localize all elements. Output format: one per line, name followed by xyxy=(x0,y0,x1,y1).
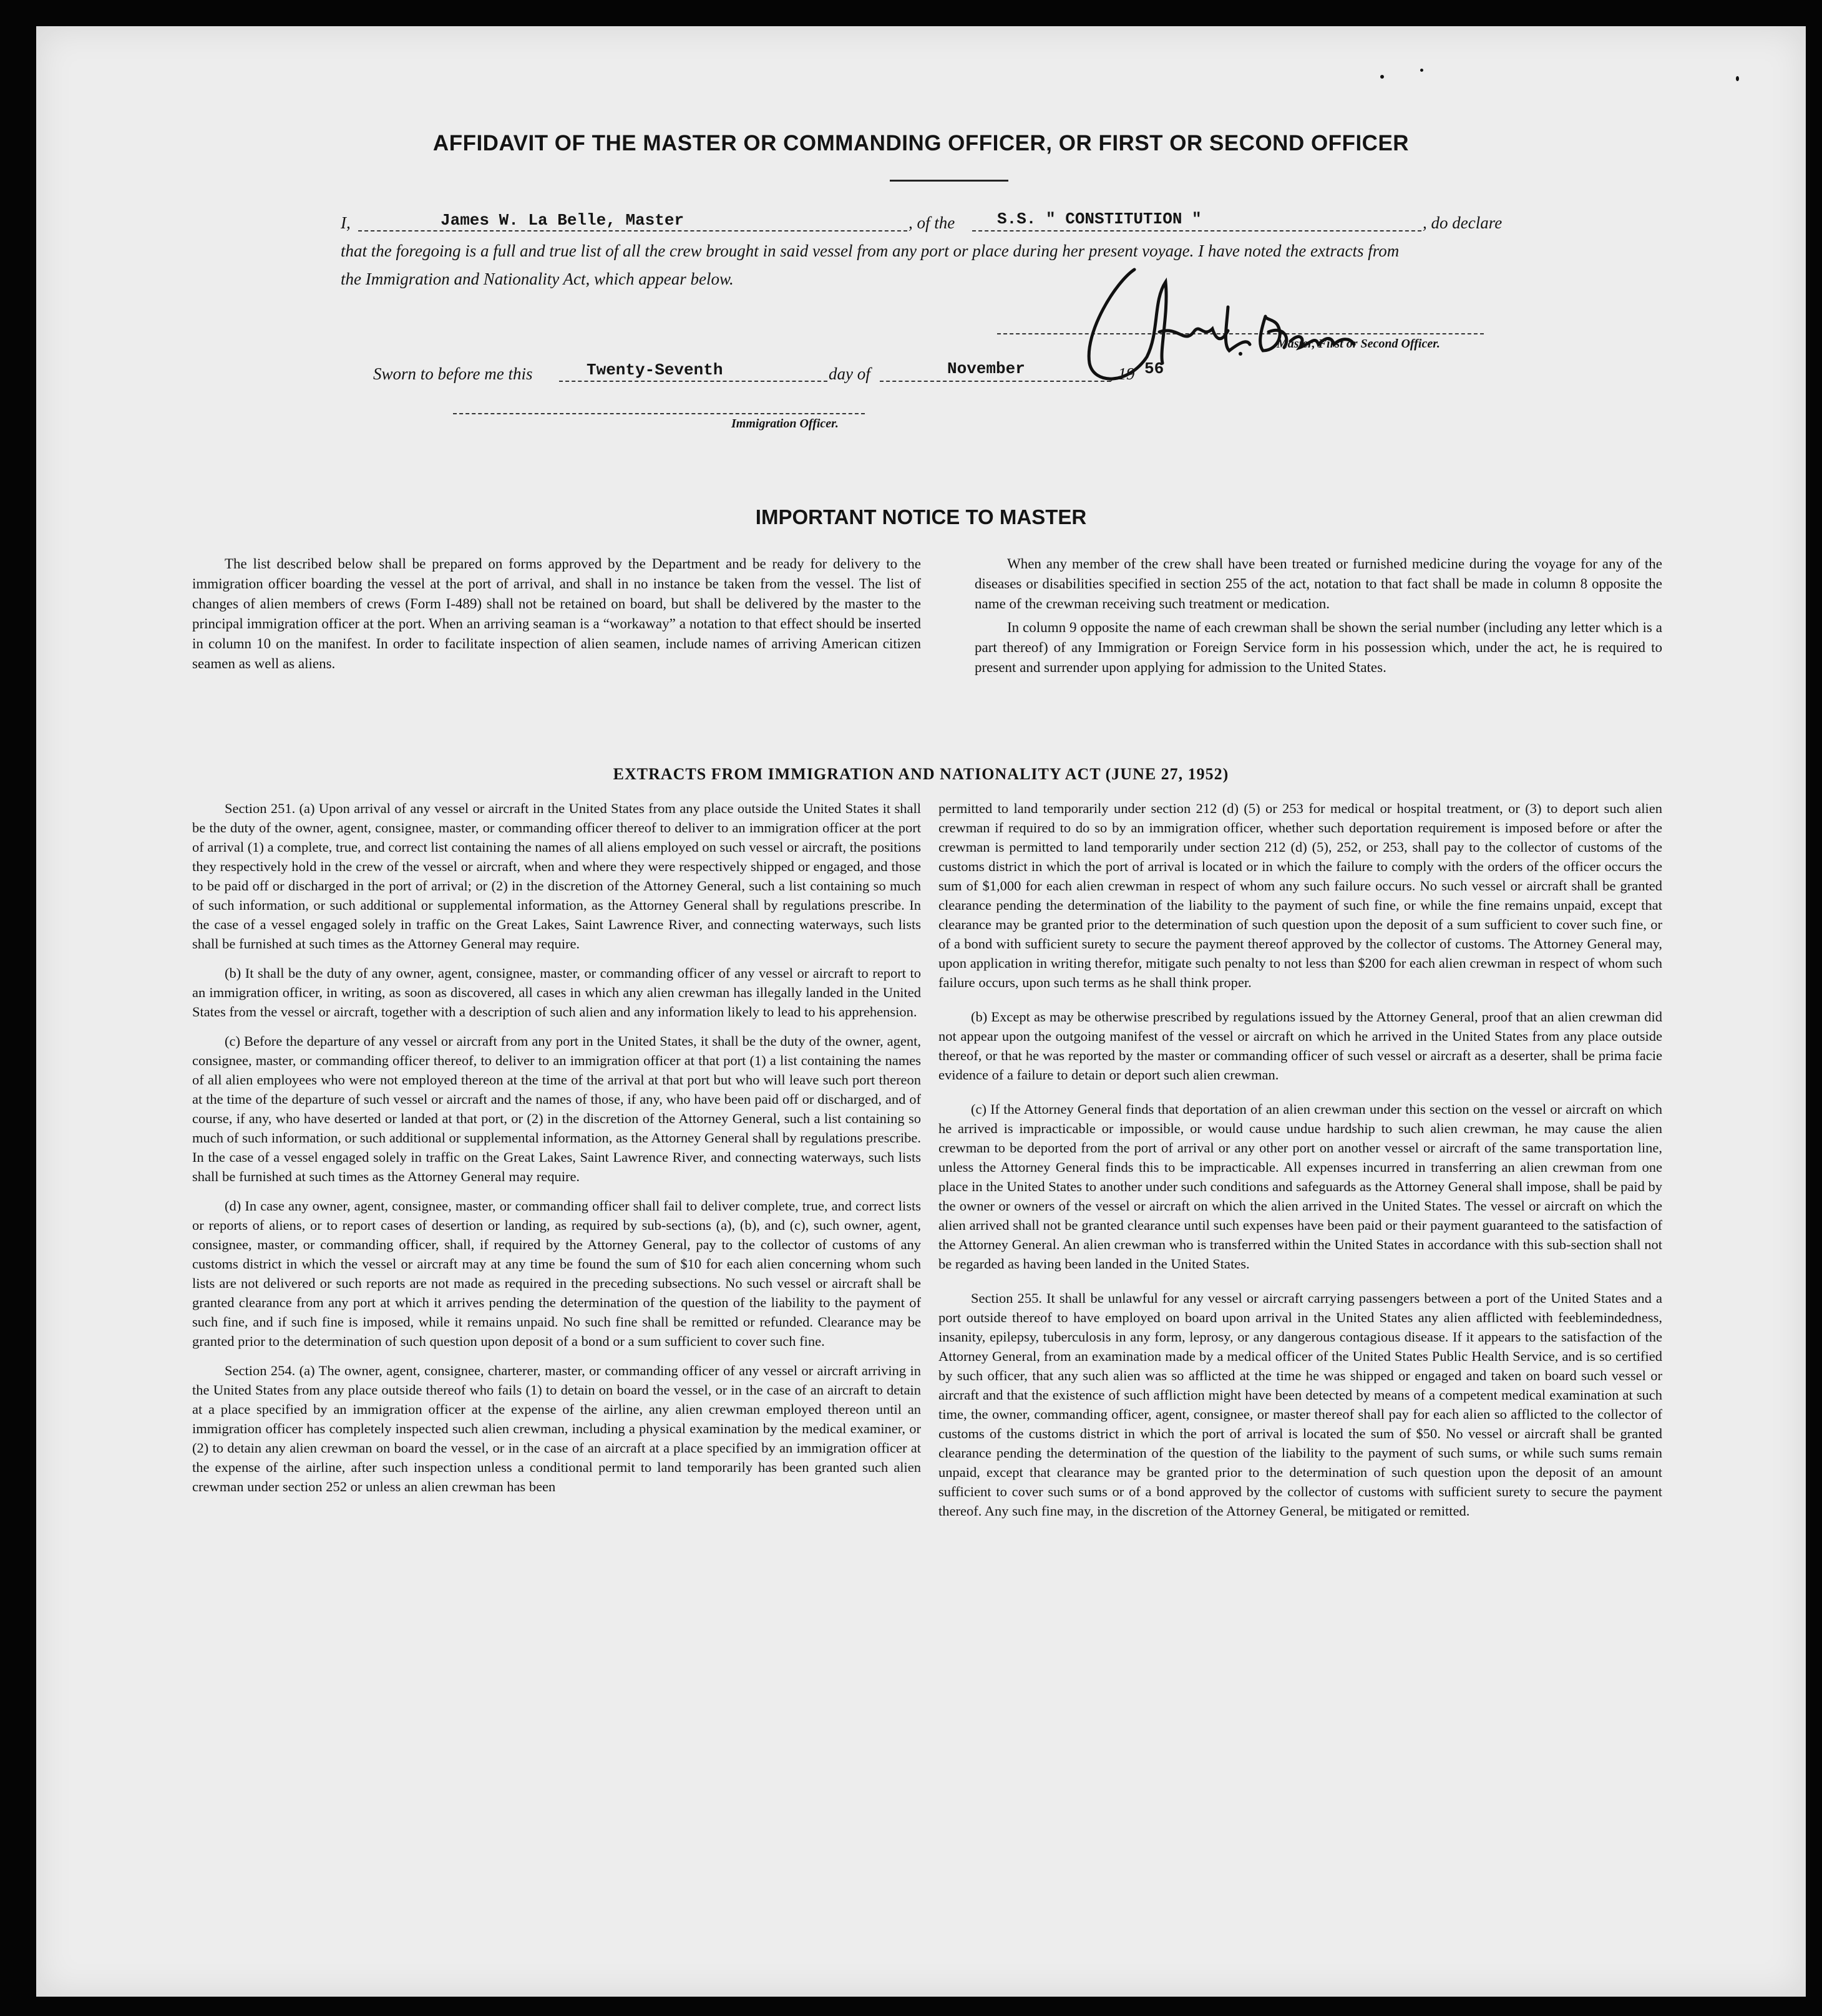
notice-right-paragraph-1: When any member of the crew shall have been treated or furnished medicine during the voyage for any of the diseases or disabilities specified in section 255 of the act, notation to that fact shall be made in column 8 opposite the name of the crewman receiving such treatment or medication. xyxy=(975,556,1662,611)
extracts-left-column xyxy=(192,799,921,1506)
officer-line xyxy=(453,413,865,414)
extracts-title: EXTRACTS FROM IMMIGRATION AND NATIONALITY ACT (JUNE 27, 1952) xyxy=(613,765,1229,783)
document-sheet xyxy=(36,26,1806,1997)
section-254-a: Section 254. (a) The owner, agent, consignee, charterer, master, or commanding officer of any vessel or aircraft arriving in the United States from any place outside thereof who fails (1) to detain on board the vessel, or in the case of an aircraft to detain at a place specified by an immigration officer at the expense of the airline, any alien crewman employed thereon until an immigration officer has completely inspected such alien crewman, including a physical examination by the medical examiner, or (2) to detain any alien crewman on board the vessel, or in the case of an aircraft at a place specified by an immigration officer at the expense of the airline, after such inspection unless a conditional permit to land temporarily has been granted such alien crewman under section 252 or unless an alien crewman has been xyxy=(192,1363,921,1494)
scan-speck xyxy=(1736,76,1739,81)
section-251-a: Section 251. (a) Upon arrival of any vessel or aircraft in the United States from any place outside the United States it shall be the duty of the owner, agent, consignee, master, or commanding officer thereof to deliver to an immigration officer at the port of arrival (1) a complete, true, and correct list containing the names of all aliens employed on such vessel or aircraft, the positions they respectively hold in the crew of the vessel or aircraft, when and where they were respectively shipped or engaged, and those to be paid off or discharged in the port of arrival; or (2) in the discretion of the Attorney General, such a list containing so much of such information, or such additional or supplemental information, as the Attorney General shall by regulations prescribe. In the case of a vessel engaged solely in traffic on the Great Lakes, Saint Lawrence River, and connecting waterways, such lists shall be furnished at such times as the Attorney General may require. xyxy=(192,801,921,952)
vessel-name-value: S.S. " CONSTITUTION " xyxy=(997,210,1202,228)
notice-left-paragraph: The list described below shall be prepared on forms approved by the Department and be ready for delivery to the immigration officer boarding the vessel at the port of arrival, and shall in no instance be taken from the vessel. The list of changes of alien members of crews (Form I-489) shall not be retained on board, but shall be delivered by the master to the principal immigration officer at the port. When an arriving seaman is a “workaway” a notation to that effect should be inserted in column 10 on the manifest. In order to facilitate inspection of alien seamen, include names of arriving American citizen seamen as well as aliens. xyxy=(192,556,921,671)
month-line xyxy=(880,381,1111,382)
section-251-b: (b) It shall be the duty of any owner, agent, consignee, master, or commanding officer of any vessel or aircraft to report to an immigration officer, in writing, as soon as discovered, all cases in which any alien crewman has illegally landed in the United States from the vessel or aircraft, together with a description of such alien and any information likely to lead to his apprehension. xyxy=(192,965,921,1020)
master-name-line xyxy=(358,230,907,231)
scan-speck xyxy=(1380,75,1384,79)
sworn-text: Sworn to before me this xyxy=(373,364,533,383)
declaration-line-1: that the foregoing is a full and true list of all the crew brought in said vessel from any port or place during her present voyage. I have noted the extracts from xyxy=(341,241,1400,260)
title-rule xyxy=(890,180,1008,182)
notice-title: IMPORTANT NOTICE TO MASTER xyxy=(755,505,1087,528)
day-of-text: day of xyxy=(829,364,870,383)
of-the-text: , of the xyxy=(909,213,955,232)
section-254-b: (b) Except as may be otherwise prescribed by regulations issued by the Attorney General, proof that an alien crewman did not appear upon the outgoing manifest of the vessel or aircraft on which he arrived in the United States from any place outside thereof, or that he was reported by the master or commanding officer of such vessel or aircraft as a deserter, shall be prima facie evidence of a failure to detain or deport such alien crewman. xyxy=(938,1009,1662,1083)
section-251-d: (d) In case any owner, agent, consignee, master, or commanding officer shall fail to deliver complete, true, and correct lists or reports of aliens, or to report cases of desertion or landing, as required by sub-sections (a), (b), and (c), such owner, agent, consignee, master, or commanding officer, shall, if required by the Attorney General, pay to the collector of customs of any customs district in which the vessel or aircraft may at any time be found the sum of $10 for each alien concerning whom such lists are not delivered or such reports are not made as required in the preceding subsections. No such vessel or aircraft shall be granted clearance from any port at which it arrives pending the determination of the question of the liability to the payment of such fine, and if such fine is imposed, while it remains unpaid. No such fine shall be remitted or refunded. Clearance may be granted prior to the determination of such question upon deposit of a bond or a sum sufficient to cover such fine. xyxy=(192,1198,921,1349)
notice-right-column xyxy=(975,554,1662,681)
do-declare-text: , do declare xyxy=(1423,213,1503,232)
section-254-a-continued: permitted to land temporarily under section 212 (d) (5) or 253 for medical or hospital treatment, or (3) to deport such alien crewman if required to do so by an immigration officer, whether such deportation requirement is imposed before or after the crewman is permitted to land temporarily under section 212 (d) (5), 252, or 253, shall pay to the collector of customs of the customs district in which the port of arrival is located or in which the failure to comply with the orders of the officer occurs the sum of $1,000 for each alien crewman in respect of whom any such failure occurs. No such vessel or aircraft shall be granted clearance pending the determination of the liability to the payment of such fine, or while the fine remains unpaid, except that clearance may be granted prior to the determination of such question upon the deposit of a sum sufficient to cover such fine, or of a bond with sufficient surety to secure the payment thereof approved by the collector of customs. The Attorney General may, upon application in writing therefor, mitigate such penalty to not less than $200 for each alien crewman in respect of whom such failure occurs, upon such terms as he shall think proper. xyxy=(938,801,1662,990)
day-line xyxy=(559,381,827,382)
vessel-name-line xyxy=(972,230,1421,231)
master-name-value: James W. La Belle, Master xyxy=(441,211,684,230)
notice-right-paragraph-2: In column 9 opposite the name of each crewman shall be shown the serial number (including any letter which is a part thereof) of any Immigration or Foreign Service form in his possession which, under the act, he is required to present and surrender upon applying for admission to the United States. xyxy=(975,620,1662,675)
extracts-right-column xyxy=(938,799,1662,1531)
section-255: Section 255. It shall be unlawful for any vessel or aircraft carrying passengers between a port of the United States and a port outside thereof to have employed on board upon arrival in the United States any alien afflicted with feeblemindedness, insanity, epilepsy, tuberculosis in any form, leprosy, or any dangerous contagious disease. If it appears to the satisfaction of the Attorney General, from an examination made by a medical officer of the United States Public Health Service, and is so certified by such officer, that any such alien was so afflicted at the time he was shipped or engaged and taken on board such vessel or aircraft and that the existence of such affliction might have been detected by means of a competent medical examination at such time, the owner, commanding officer, agent, consignee, or master thereof shall pay for each alien so afflicted to the collector of customs of the customs district in which the port of arrival is located the sum of $50. No vessel or aircraft shall be granted clearance pending the determination of the question of the liability to the payment of such sums, or while such sums remain unpaid, except that clearance may be granted prior to the determination of such question upon the deposit of an amount sufficient to cover such sums or of a bond approved by the collector of customs with sufficient surety to secure the payment thereof. Any such fine may, in the discretion of the Attorney General, be mitigated or remitted. xyxy=(938,1290,1662,1519)
section-254-c: (c) If the Attorney General finds that deportation of an alien crewman under this section on the vessel or aircraft on which he arrived is impracticable or impossible, or would cause undue hardship to such alien crewman, he may cause the alien crewman to be deported from the port of arrival or any other port on another vessel or aircraft of the same transportation line, unless the Attorney General finds this to be impracticable. All expenses incurred in transferring an alien crewman from one place in the United States to another under such conditions and safeguards as the Attorney General shall impose, shall be paid by the owner or owners of the vessel or aircraft on which the alien arrived in the United States. The vessel or aircraft on which the alien arrived shall not be granted clearance until such expenses have been paid or their payment guaranteed to the satisfaction of the Attorney General. An alien crewman who is transferred within the United States in accordance with this sub-section shall not be regarded as having been landed in the United States. xyxy=(938,1101,1662,1272)
year-prefix: , 19 xyxy=(1109,364,1135,383)
section-251-c: (c) Before the departure of any vessel or aircraft from any port in the United States, it shall be the duty of the owner, agent, consignee, master, or commanding officer thereof, to deliver to an immigration officer at that port (1) a list containing the names of all alien employees who were not employed thereon at the time of the arrival at that port but who will leave such port thereon at the time of the departure of such vessel or aircraft and the names of those, if any, who have been paid off or discharged, and of course, if any, who have deserted or landed at that port, or (2) in the discretion of the Attorney General, such a list containing so much of such information, or such additional or supplemental information, as the Attorney General shall by regulations prescribe. In the case of a vessel engaged solely in traffic on the Great Lakes, Saint Lawrence River, and connecting waterways, such lists shall be furnished at such times as the Attorney General may require. xyxy=(192,1033,921,1184)
affidavit-title: AFFIDAVIT OF THE MASTER OR COMMANDING OFFICER, OR FIRST OR SECOND OFFICER xyxy=(432,131,1410,155)
declaration-line-2: the Immigration and Nationality Act, which appear below. xyxy=(341,270,734,288)
day-value: Twenty-Seventh xyxy=(587,361,723,379)
month-value: November xyxy=(947,359,1025,378)
signature-caption: Master, First or Second Officer. xyxy=(1277,337,1440,351)
notice-left-column xyxy=(192,554,921,678)
officer-caption: Immigration Officer. xyxy=(731,417,839,431)
year-value: 56 xyxy=(1144,359,1164,378)
declaration-lead: I, xyxy=(341,213,351,232)
scan-speck xyxy=(1420,69,1423,72)
